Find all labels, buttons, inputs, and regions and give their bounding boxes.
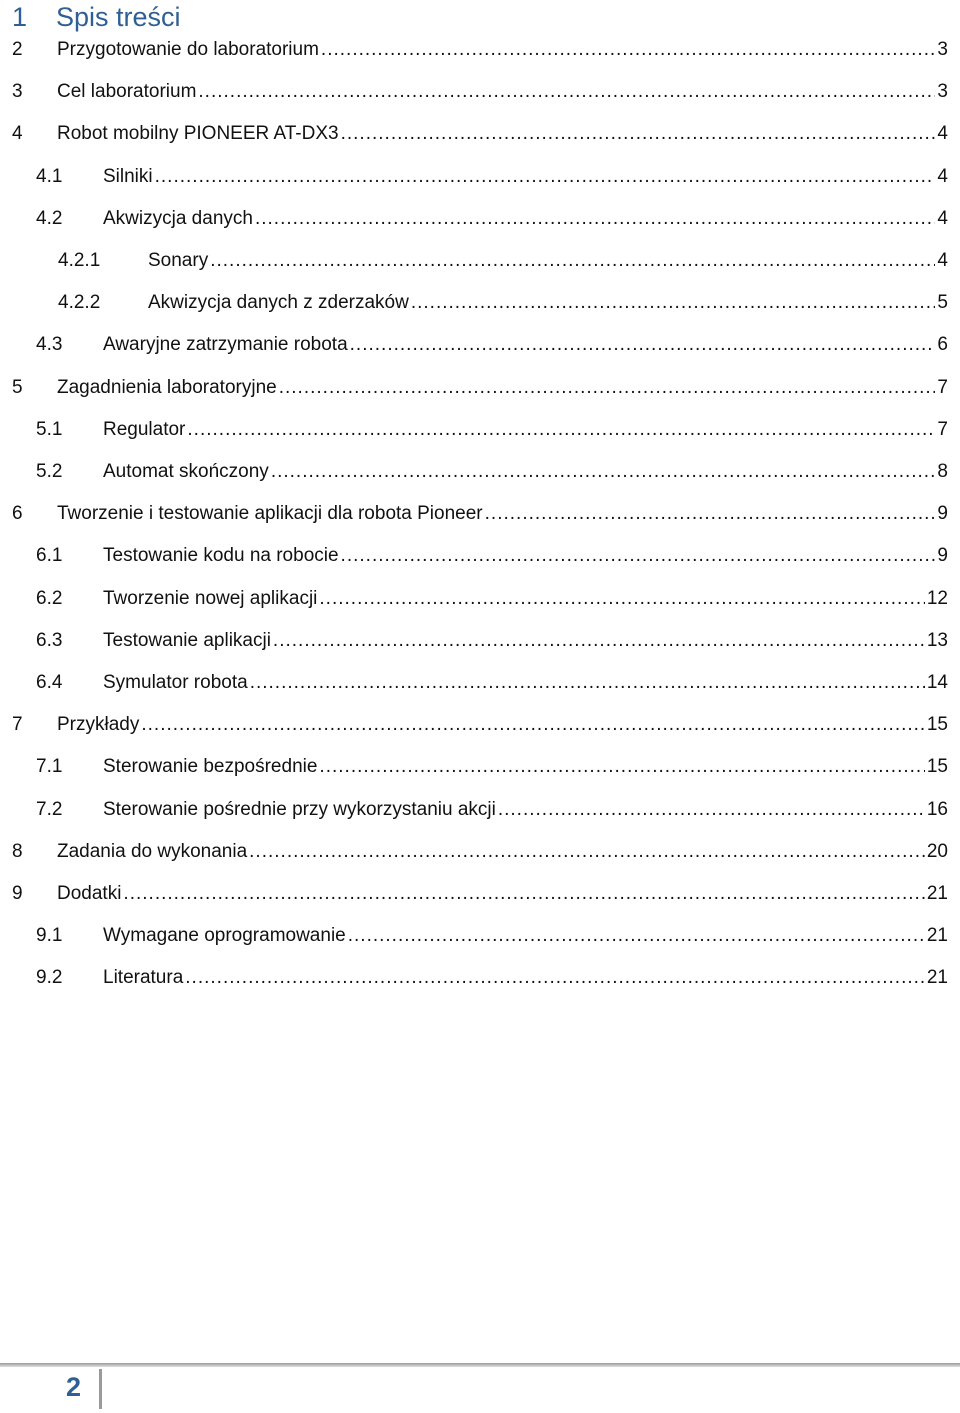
toc-entry[interactable]	[0, 416, 960, 444]
toc-entry-number: 8	[12, 840, 23, 862]
toc-entry-title: Cel laboratorium	[57, 81, 197, 103]
toc-entry-number: 5	[12, 376, 23, 398]
toc-entry-page: 16	[926, 798, 948, 820]
toc-heading	[12, 0, 181, 34]
toc-entry-number: 4.2	[36, 207, 63, 229]
toc-entry-title: Akwizycja danych	[103, 207, 253, 229]
toc-entry[interactable]	[0, 880, 960, 908]
toc-entry-number: 6	[12, 503, 23, 525]
toc-entry-page: 3	[937, 39, 948, 60]
toc-dot-leader	[198, 81, 935, 103]
toc-entry-number: 5.2	[36, 461, 63, 482]
toc-dot-leader	[273, 630, 925, 652]
toc-entry-number: 9	[12, 883, 23, 904]
toc-entry-title: Testowanie aplikacji	[103, 629, 271, 651]
toc-entry[interactable]	[0, 627, 960, 655]
toc-heading-number: 1	[12, 1, 28, 32]
toc-entry[interactable]	[0, 585, 960, 613]
toc-entry[interactable]	[0, 78, 960, 106]
toc-entry-page: 12	[926, 587, 948, 609]
toc-entry[interactable]	[0, 922, 960, 950]
toc-entry-number: 4.3	[36, 334, 63, 356]
toc-entry-page: 4	[937, 123, 948, 145]
toc-entry-number: 4.1	[36, 165, 63, 187]
toc-entry[interactable]	[0, 331, 960, 359]
toc-entry-number: 5.1	[36, 418, 63, 440]
toc-entry-page: 3	[937, 81, 948, 103]
toc-entry-page: 8	[937, 461, 948, 482]
toc-entry[interactable]	[0, 669, 960, 697]
toc-entry-number: 4	[12, 123, 23, 145]
toc-entry-number: 7.1	[36, 756, 63, 778]
toc-entry-page: 7	[937, 376, 948, 398]
toc-entry-number: 7	[12, 714, 23, 736]
toc-dot-leader	[348, 925, 925, 947]
toc-entry-page: 21	[926, 967, 948, 989]
toc-entry-page: 9	[937, 503, 948, 525]
toc-dot-leader	[350, 334, 936, 356]
toc-entry-number: 6.4	[36, 672, 63, 693]
toc-dot-leader	[271, 461, 936, 483]
toc-entry[interactable]	[0, 711, 960, 739]
toc-entry-page: 21	[926, 883, 948, 904]
toc-dot-leader	[249, 841, 925, 863]
footer-rule	[0, 1363, 960, 1367]
toc-entry-title: Sterowanie bezpośrednie	[103, 756, 318, 778]
footer-divider	[99, 1369, 102, 1409]
toc-entry-title: Testowanie kodu na robocie	[103, 545, 339, 567]
toc-entry-number: 7.2	[36, 798, 63, 820]
toc-entry-page: 20	[926, 840, 948, 862]
toc-entry[interactable]	[0, 36, 960, 64]
toc-heading-title: Spis treści	[56, 1, 181, 32]
toc-entry[interactable]	[0, 964, 960, 992]
toc-entry-title: Zadania do wykonania	[57, 840, 248, 862]
toc-entry[interactable]	[0, 753, 960, 781]
toc-entry-page: 15	[926, 756, 948, 778]
toc-entry-title: Symulator robota	[103, 672, 248, 693]
toc-dot-leader	[498, 799, 925, 821]
toc-dot-leader	[341, 123, 936, 145]
toc-entry-page: 6	[937, 334, 948, 356]
toc-entry-title: Wymagane oprogramowanie	[103, 925, 346, 947]
toc-entry-page: 4	[937, 165, 948, 187]
toc-entry-number: 2	[12, 39, 23, 60]
toc-entry-page: 13	[926, 629, 948, 651]
toc-entry[interactable]	[0, 374, 960, 402]
toc-entry-number: 4.2.1	[58, 250, 101, 271]
toc-entry-number: 6.2	[36, 587, 63, 609]
toc-entry-title: Dodatki	[57, 883, 122, 904]
toc-dot-leader	[411, 292, 936, 314]
toc-entry-page: 4	[937, 207, 948, 229]
toc-entry-page: 9	[937, 545, 948, 567]
toc-entry-title: Akwizycja danych z zderzaków	[148, 292, 409, 314]
toc-entry-title: Silniki	[103, 165, 153, 187]
toc-entry-title: Literatura	[103, 967, 184, 989]
toc-entry-page: 7	[937, 418, 948, 440]
toc-entry-title: Regulator	[103, 418, 186, 440]
toc-entry-title: Tworzenie i testowanie aplikacji dla robota Pioneer	[57, 503, 483, 525]
toc-entry-page: 21	[926, 925, 948, 947]
toc-dot-leader	[210, 250, 935, 272]
toc-entry-page: 4	[937, 250, 948, 271]
toc-dot-leader	[185, 967, 925, 989]
toc-entry-title: Sterowanie pośrednie przy wykorzystaniu akcji	[103, 798, 496, 820]
toc-entry-title: Sonary	[148, 250, 209, 271]
toc-entry[interactable]	[0, 542, 960, 570]
toc-dot-leader	[255, 208, 935, 230]
toc-entry-number: 3	[12, 81, 23, 103]
toc-entry[interactable]	[0, 163, 960, 191]
toc-entry[interactable]	[0, 796, 960, 824]
toc-entry[interactable]	[0, 289, 960, 317]
toc-entry-title: Zagadnienia laboratoryjne	[57, 376, 277, 398]
toc-entry-number: 6.3	[36, 629, 63, 651]
toc-dot-leader	[319, 756, 924, 778]
toc-dot-leader	[250, 672, 925, 694]
toc-entry-page: 5	[937, 292, 948, 314]
toc-entry[interactable]	[0, 120, 960, 148]
toc-dot-leader	[279, 377, 936, 399]
toc-entry[interactable]	[0, 458, 960, 486]
toc-dot-leader	[319, 588, 924, 610]
toc-entry[interactable]	[0, 247, 960, 275]
toc-dot-leader	[341, 545, 936, 567]
toc-entry-title: Przygotowanie do laboratorium	[57, 39, 319, 60]
footer-page-number: 2	[66, 1372, 82, 1402]
toc-entry-number: 9.1	[36, 925, 63, 947]
toc-entry-title: Tworzenie nowej aplikacji	[103, 587, 318, 609]
toc-entry[interactable]	[0, 205, 960, 233]
toc-dot-leader	[141, 714, 925, 736]
toc-entry-title: Przykłady	[57, 714, 140, 736]
toc-dot-leader	[123, 883, 924, 905]
toc-entry-page: 15	[926, 714, 948, 736]
toc-dot-leader	[155, 166, 936, 188]
toc-dot-leader	[485, 503, 936, 525]
toc-entry-title: Robot mobilny PIONEER AT-DX3	[57, 123, 339, 145]
toc-entry-number: 4.2.2	[58, 292, 101, 314]
toc-entry-number: 9.2	[36, 967, 63, 989]
toc-entry-title: Awaryjne zatrzymanie robota	[103, 334, 348, 356]
toc-entry-number: 6.1	[36, 545, 63, 567]
toc-entry[interactable]	[0, 500, 960, 528]
toc-dot-leader	[321, 39, 936, 61]
toc-dot-leader	[187, 419, 935, 441]
toc-entry-page: 14	[926, 672, 948, 693]
toc-entry[interactable]	[0, 838, 960, 866]
toc-entry-title: Automat skończony	[103, 461, 269, 482]
